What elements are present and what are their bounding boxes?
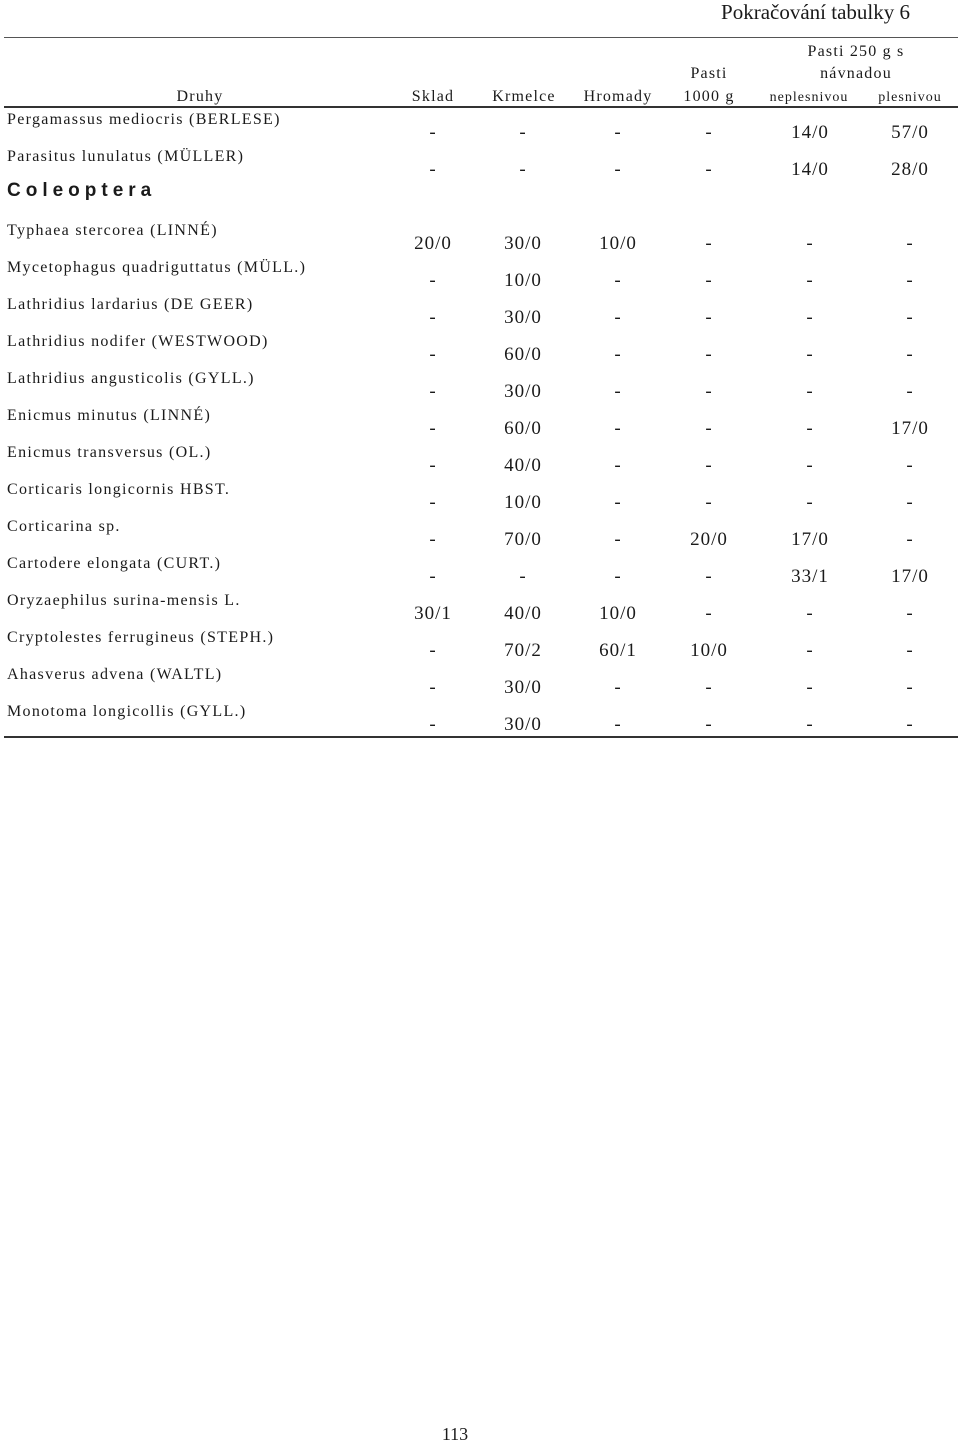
header-pasti-line2: 1000 g [683,88,735,105]
value-sklad: - [429,381,437,402]
value-plesnivou: - [906,344,914,365]
species-name: Parasitus lunulatus (MÜLLER) [7,148,245,165]
value-neplesnivou: - [806,492,814,513]
header-druhy: Druhy [176,88,224,105]
value-pasti: - [705,455,713,476]
value-hromady: - [614,566,622,587]
value-neplesnivou: - [806,677,814,698]
species-name: Typhaea stercorea (LINNÉ) [7,222,218,239]
table-row [0,442,960,479]
bottom-rule [4,736,958,738]
value-neplesnivou: 14/0 [791,122,829,143]
value-sklad: - [429,159,437,180]
value-hromady: - [614,381,622,402]
value-hromady: - [614,714,622,735]
value-krmelce: - [519,122,527,143]
value-sklad: - [429,677,437,698]
value-sklad: - [429,455,437,476]
value-sklad: 30/1 [414,603,452,624]
value-hromady: 10/0 [599,603,637,624]
value-pasti: - [705,122,713,143]
species-name: Monotoma longicollis (GYLL.) [7,703,247,720]
header-pasti250-line1: Pasti 250 g s [807,43,905,60]
value-krmelce: 70/0 [504,529,542,550]
species-name: Pergamassus mediocris (BERLESE) [7,111,281,128]
value-plesnivou: - [906,455,914,476]
value-hromady: - [614,270,622,291]
value-pasti: - [705,603,713,624]
table-row [0,368,960,405]
top-rule [4,37,958,38]
value-neplesnivou: 17/0 [791,529,829,550]
page-number: 113 [441,1424,469,1444]
value-krmelce: 60/0 [504,418,542,439]
header-pasti-line1: Pasti [690,65,728,82]
value-hromady: 60/1 [599,640,637,661]
value-plesnivou: - [906,270,914,291]
value-plesnivou: 28/0 [891,159,929,180]
table-row [0,590,960,627]
value-hromady: - [614,492,622,513]
table-row [0,664,960,701]
species-name: Lathridius nodifer (WESTWOOD) [7,333,269,350]
value-krmelce: 10/0 [504,270,542,291]
species-name: Lathridius lardarius (DE GEER) [7,296,254,313]
value-sklad: - [429,344,437,365]
value-plesnivou: 57/0 [891,122,929,143]
value-sklad: - [429,714,437,735]
header-hromady: Hromady [583,88,653,105]
value-pasti: - [705,566,713,587]
value-krmelce: 70/2 [504,640,542,661]
species-name: Mycetophagus quadriguttatus (MÜLL.) [7,259,307,276]
table-row [0,109,960,146]
value-sklad: - [429,122,437,143]
value-pasti: - [705,307,713,328]
value-plesnivou: - [906,233,914,254]
value-pasti: - [705,677,713,698]
value-krmelce: 30/0 [504,381,542,402]
value-neplesnivou: - [806,603,814,624]
table-row [0,701,960,738]
table-caption: Pokračování tabulky 6 [721,0,910,24]
value-neplesnivou: - [806,344,814,365]
value-krmelce: 40/0 [504,455,542,476]
value-pasti: - [705,381,713,402]
header-krmelce: Krmelce [492,88,556,105]
value-plesnivou: 17/0 [891,566,929,587]
species-name: Oryzaephilus surina-mensis L. [7,592,241,609]
header-rule [4,106,958,108]
value-krmelce: 40/0 [504,603,542,624]
table-row [0,553,960,590]
value-plesnivou: - [906,529,914,550]
value-plesnivou: 17/0 [891,418,929,439]
value-sklad: - [429,566,437,587]
value-sklad: 20/0 [414,233,452,254]
value-neplesnivou: - [806,418,814,439]
value-pasti: 20/0 [690,529,728,550]
value-pasti: - [705,492,713,513]
value-plesnivou: - [906,492,914,513]
group-label-coleoptera: Coleoptera [7,180,157,201]
value-neplesnivou: 33/1 [791,566,829,587]
table-row [0,627,960,664]
value-neplesnivou: - [806,270,814,291]
value-sklad: - [429,492,437,513]
table-row [0,479,960,516]
species-name: Enicmus minutus (LINNÉ) [7,407,212,424]
table-row [0,146,960,183]
value-plesnivou: - [906,640,914,661]
value-hromady: - [614,455,622,476]
value-neplesnivou: - [806,233,814,254]
table-row [0,405,960,442]
value-hromady: - [614,677,622,698]
value-sklad: - [429,529,437,550]
value-hromady: - [614,529,622,550]
species-name: Enicmus transversus (OL.) [7,444,212,461]
table-row [0,220,960,257]
value-hromady: - [614,307,622,328]
value-neplesnivou: - [806,714,814,735]
value-neplesnivou: - [806,307,814,328]
header-sklad: Sklad [411,88,455,105]
value-sklad: - [429,640,437,661]
value-pasti: - [705,233,713,254]
value-plesnivou: - [906,714,914,735]
value-sklad: - [429,270,437,291]
value-pasti: - [705,418,713,439]
value-pasti: - [705,159,713,180]
value-hromady: - [614,122,622,143]
table-row [0,294,960,331]
value-krmelce: 60/0 [504,344,542,365]
value-krmelce: 30/0 [504,677,542,698]
value-neplesnivou: - [806,381,814,402]
header-neplesnivou: neplesnivou [769,90,849,105]
value-hromady: - [614,418,622,439]
value-sklad: - [429,418,437,439]
value-hromady: 10/0 [599,233,637,254]
species-name: Ahasverus advena (WALTL) [7,666,223,683]
value-krmelce: - [519,159,527,180]
value-neplesnivou: 14/0 [791,159,829,180]
species-name: Lathridius angusticolis (GYLL.) [7,370,255,387]
table-row [0,516,960,553]
value-krmelce: 30/0 [504,233,542,254]
value-hromady: - [614,344,622,365]
value-pasti: - [705,714,713,735]
header-plesnivou: plesnivou [878,90,942,105]
species-name: Corticaris longicornis HBST. [7,481,231,498]
table-row [0,331,960,368]
value-krmelce: 30/0 [504,714,542,735]
value-plesnivou: - [906,677,914,698]
value-plesnivou: - [906,307,914,328]
species-name: Corticarina sp. [7,518,121,535]
value-neplesnivou: - [806,455,814,476]
value-plesnivou: - [906,603,914,624]
value-pasti: - [705,270,713,291]
value-krmelce: 30/0 [504,307,542,328]
value-sklad: - [429,307,437,328]
value-hromady: - [614,159,622,180]
value-plesnivou: - [906,381,914,402]
value-pasti: - [705,344,713,365]
value-neplesnivou: - [806,640,814,661]
header-pasti250-line2: návnadou [820,65,892,82]
species-name: Cartodere elongata (CURT.) [7,555,222,572]
value-pasti: 10/0 [690,640,728,661]
species-name: Cryptolestes ferrugineus (STEPH.) [7,629,275,646]
table-row [0,257,960,294]
value-krmelce: 10/0 [504,492,542,513]
value-krmelce: - [519,566,527,587]
